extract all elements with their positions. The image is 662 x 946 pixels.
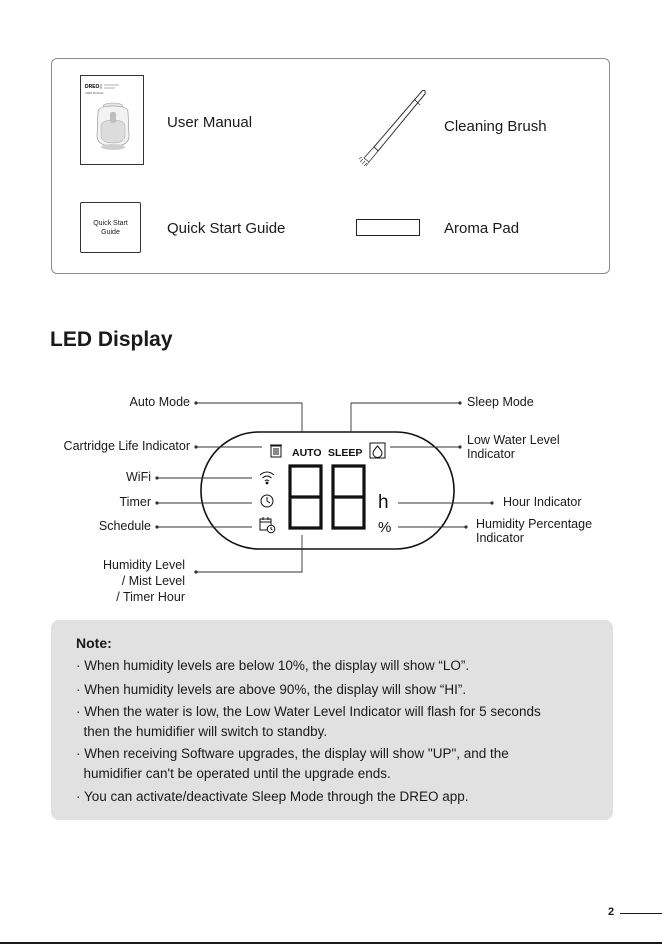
qsg-cover-line1: Quick Start [93,219,128,227]
cleaning-brush-label: Cleaning Brush [444,118,547,135]
quick-start-guide-label: Quick Start Guide [167,220,286,237]
note-line: humidifier can't be operated until the upgrade ends. [76,766,391,781]
page-number: 2 [608,906,615,918]
humidity-level-label-line1: Humidity Level [103,558,185,572]
humidity-percentage-label-line1: Humidity Percentage [476,517,593,531]
humidity-level-label-line3: / Timer Hour [116,590,185,604]
sleep-indicator: SLEEP [328,447,363,459]
sleep-mode-label: Sleep Mode [467,395,534,409]
svg-text:DREO: DREO [85,84,100,90]
qsg-cover-line2: Guide [101,228,120,236]
auto-mode-label: Auto Mode [129,395,190,409]
note-line: · When the water is low, the Low Water Level Indicator will flash for 5 seconds [76,704,541,719]
user-manual-label: User Manual [167,114,253,131]
schedule-label: Schedule [98,519,151,533]
auto-indicator: AUTO [292,447,322,459]
quick-start-guide-image [80,202,141,253]
percent-symbol: % [378,519,392,536]
hour-indicator-label: Hour Indicator [503,495,582,509]
low-water-label-line1: Low Water Level [467,433,560,447]
hour-symbol: h [378,492,389,513]
section-title: LED Display [50,328,173,351]
page-number-rule [620,913,662,914]
aroma-pad-image [356,219,420,236]
humidity-percentage-label-line2: Indicator [476,531,524,545]
cartridge-life-label: Cartridge Life Indicator [63,439,190,453]
svg-text:USER MANUAL: USER MANUAL [85,92,104,95]
note-line: · You can activate/deactivate Sleep Mode through the DREO app. [76,789,469,804]
timer-label: Timer [119,495,151,509]
aroma-pad-label: Aroma Pad [444,220,520,237]
wifi-label: WiFi [126,470,151,484]
cleaning-brush-image [352,85,432,167]
note-line: · When receiving Software upgrades, the display will show "UP", and the [76,746,509,761]
note-line: · When humidity levels are below 10%, the display will show “LO”. [76,658,470,673]
user-manual-image [80,75,144,165]
bottom-rule [0,942,662,944]
note-line: then the humidifier will switch to standby. [76,724,328,739]
humidity-level-label-line2: / Mist Level [121,574,185,588]
note-title: Note: [76,635,112,651]
note-line: · When humidity levels are above 90%, the display will show “HI”. [76,682,467,697]
low-water-label-line2: Indicator [467,447,515,461]
